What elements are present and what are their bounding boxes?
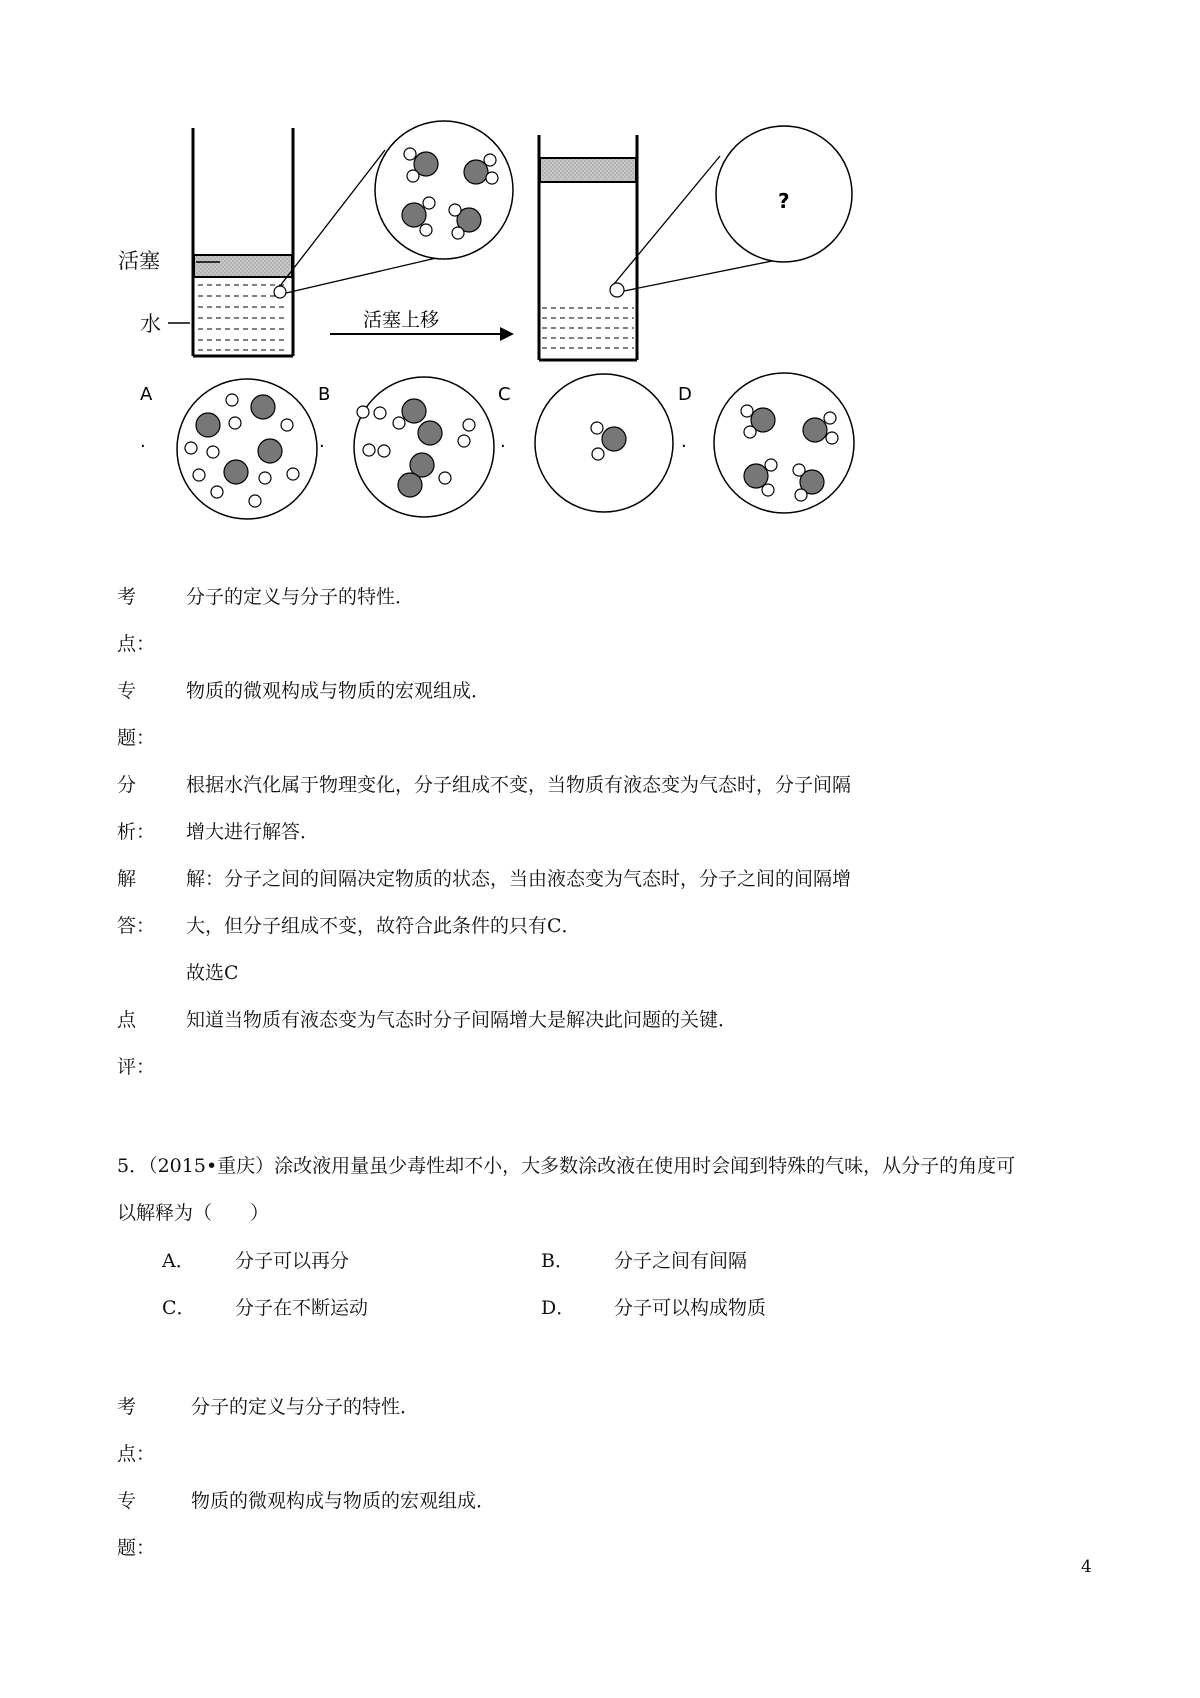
kao-label-2: 点： — [117, 633, 156, 655]
jie-label-1: 解 — [117, 868, 137, 890]
process-arrow — [330, 309, 514, 341]
choice-b-letter: B． — [541, 1250, 574, 1272]
zhuan2-label-1: 专 — [117, 1490, 137, 1512]
unknown-mark: ? — [778, 189, 790, 213]
option-d-dot: . — [681, 431, 687, 452]
choice-a-text: 分子可以再分 — [235, 1250, 350, 1272]
option-c-letter: C — [498, 384, 511, 405]
choice-c-text: 分子在不断运动 — [235, 1297, 369, 1319]
option-a-diagram — [140, 379, 317, 519]
fen-text-1: 根据水汽化属于物理变化，分子组成不变，当物质有液态变为气态时，分子间隔 — [186, 774, 852, 796]
page-number: 4 — [1081, 1557, 1092, 1577]
option-a-dot: . — [140, 431, 146, 452]
option-c-dot: . — [500, 431, 506, 452]
fen-text-2: 增大进行解答． — [186, 821, 320, 843]
zhuan2-label-2: 题： — [117, 1537, 156, 1559]
option-d-diagram — [678, 373, 854, 513]
right-focus-molecule — [610, 283, 624, 297]
zhuan-label-2: 题： — [117, 727, 156, 749]
zhuan-text: 物质的微观构成与物质的宏观组成． — [186, 680, 491, 702]
left-cylinder — [168, 121, 513, 356]
option-a-letter: A — [140, 384, 153, 405]
kao2-label-2: 点： — [117, 1443, 156, 1465]
zhuan-label-1: 专 — [117, 680, 137, 702]
kao-text: 分子的定义与分子的特性． — [186, 586, 415, 608]
right-piston — [540, 158, 636, 182]
option-d-letter: D — [678, 384, 692, 405]
jie-text-3: 故选C — [186, 962, 239, 984]
jie-text-2: 大，但分子组成不变，故符合此条件的只有C． — [186, 915, 581, 937]
jie-text-1: 解：分子之间的间隔决定物质的状态，当由液态变为气态时，分子之间的间隔增 — [186, 868, 852, 890]
choice-c-letter: C． — [162, 1297, 196, 1319]
kao-label-1: 考 — [117, 586, 137, 608]
option-c-diagram — [498, 374, 673, 512]
option-b-dot: . — [319, 431, 325, 452]
left-zoom-circle — [375, 121, 513, 259]
question-stem-line-1: 5．（2015•重庆）涂改液用量虽少毒性却不小，大多数涂改液在使用时会闻到特殊的气味，从分子的角度可 — [117, 1155, 1016, 1177]
option-b-letter: B — [318, 384, 331, 405]
kao2-label-1: 考 — [117, 1396, 137, 1418]
left-focus-molecule — [274, 286, 286, 298]
choice-b-text: 分子之间有间隔 — [614, 1250, 748, 1272]
piston-label: 活塞 — [118, 249, 160, 273]
right-cylinder — [539, 126, 852, 360]
choice-d-text: 分子可以构成物质 — [614, 1297, 767, 1319]
fen-label-1: 分 — [117, 774, 137, 796]
question-stem-line-2: 以解释为（ ） — [117, 1202, 270, 1224]
right-water — [542, 308, 634, 348]
zhuan2-text: 物质的微观构成与物质的宏观组成． — [191, 1490, 496, 1512]
ping-label-1: 点 — [117, 1009, 137, 1031]
option-b-diagram — [318, 377, 494, 517]
ping-label-2: 评： — [117, 1056, 156, 1078]
choice-d-letter: D． — [541, 1297, 576, 1319]
left-piston — [194, 255, 292, 277]
fen-label-2: 析： — [117, 821, 156, 843]
kao2-text: 分子的定义与分子的特性． — [191, 1396, 420, 1418]
ping-text: 知道当物质有液态变为气态时分子间隔增大是解决此问题的关键． — [186, 1009, 738, 1031]
choice-a-letter: A． — [162, 1250, 195, 1272]
jie-label-2: 答： — [117, 915, 156, 937]
arrow-label: 活塞上移 — [363, 309, 440, 331]
molecule-figure — [0, 0, 1200, 520]
water-label: 水 — [140, 312, 161, 336]
